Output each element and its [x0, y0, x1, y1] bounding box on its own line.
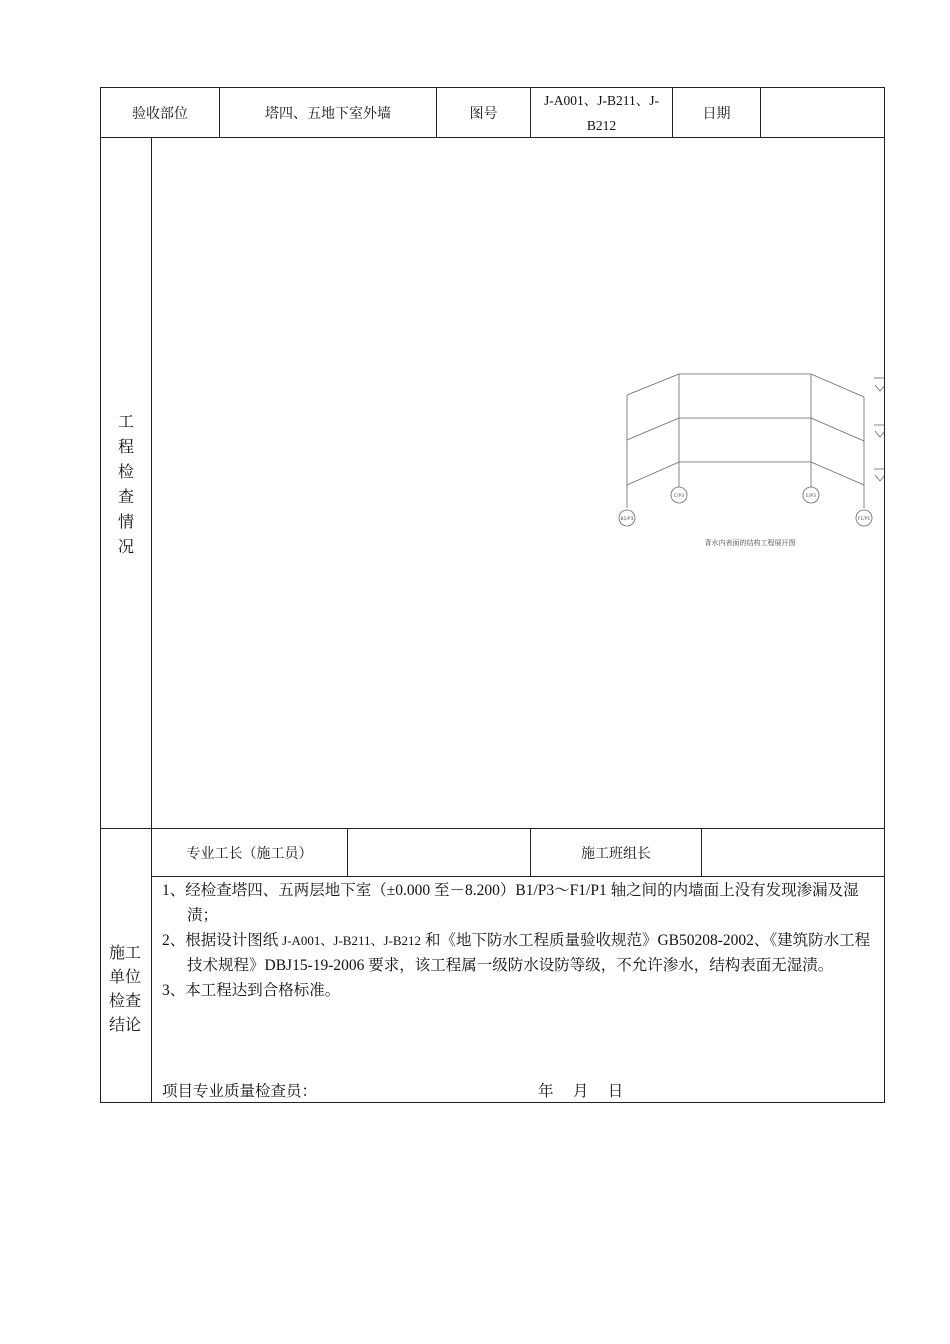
date-label: 日期 — [702, 106, 731, 122]
label-char: 情 — [117, 514, 134, 531]
label-char: 查 — [117, 489, 134, 506]
team-leader-label: 施工班组长 — [581, 846, 651, 862]
foreman-label: 专业工长（施工员） — [186, 846, 313, 862]
conclusion-body — [162, 878, 882, 1003]
drawing-value-line2: B212 — [586, 117, 617, 133]
sign-date: 年 月 日 — [538, 1083, 624, 1100]
conclusion-item-3: 3、本工程达到合格标准。 — [162, 982, 341, 999]
axis-label-f1: F1/P1 — [857, 517, 871, 522]
table-border-left — [100, 87, 101, 1103]
inspection-section-label — [116, 410, 136, 560]
drawing-value — [531, 88, 672, 137]
item2-body: 和《地下防水工程质量验收规范》GB50208-2002、《建筑防水工程技术规程》DBJ15-19-2006 要求，该工程属一级防水设防等级，不允许渗水，结构表面无湿渍。 — [187, 932, 871, 974]
table-border-right — [884, 87, 885, 1103]
label-line: 结论 — [108, 1017, 141, 1034]
label-char: 检 — [117, 464, 134, 481]
inspector-label: 项目专业质量检查员： — [162, 1083, 318, 1100]
label-line: 检查 — [108, 993, 141, 1010]
part-value: 塔四、五地下室外墙 — [265, 106, 391, 122]
item2-prefix: 2、根据设计图纸 — [162, 932, 283, 949]
axis-label-b1: B1/P3 — [620, 517, 634, 522]
label-line: 单位 — [108, 969, 141, 986]
drawing-caption: 背水内表面的结构工程展开图 — [704, 539, 796, 547]
axis-label-e: E/P3 — [806, 494, 816, 499]
date-value — [761, 88, 884, 137]
table-border-bottom — [100, 1102, 885, 1103]
label-char: 程 — [117, 439, 134, 456]
team-leader-value — [702, 829, 884, 876]
wall-elevation-drawing — [610, 365, 884, 555]
header-row-divider — [100, 137, 885, 138]
label-char: 况 — [117, 539, 134, 556]
conclusion-section-label — [105, 942, 145, 1038]
part-label: 验收部位 — [132, 106, 188, 122]
label-line: 施工 — [108, 945, 141, 962]
label-char: 工 — [117, 414, 134, 431]
drawing-value-line1: J-A001、J-B211、J- — [543, 92, 659, 108]
axis-label-c: C/P3 — [673, 494, 685, 499]
conclusion-item-2 — [162, 928, 882, 978]
conclusion-item-1: 1、经检查塔四、五两层地下室（±0.000 至－8.200）B1/P3～F1/P1 轴之间的内墙面上没有发现渗漏及湿渍； — [162, 882, 859, 924]
label-column-divider — [151, 137, 152, 1103]
drawing-label: 图号 — [469, 106, 498, 122]
item2-drawing-codes: J-A001、J-B211、J-B212 — [282, 933, 422, 948]
foreman-value — [348, 829, 530, 876]
signature-row-divider — [151, 876, 885, 877]
